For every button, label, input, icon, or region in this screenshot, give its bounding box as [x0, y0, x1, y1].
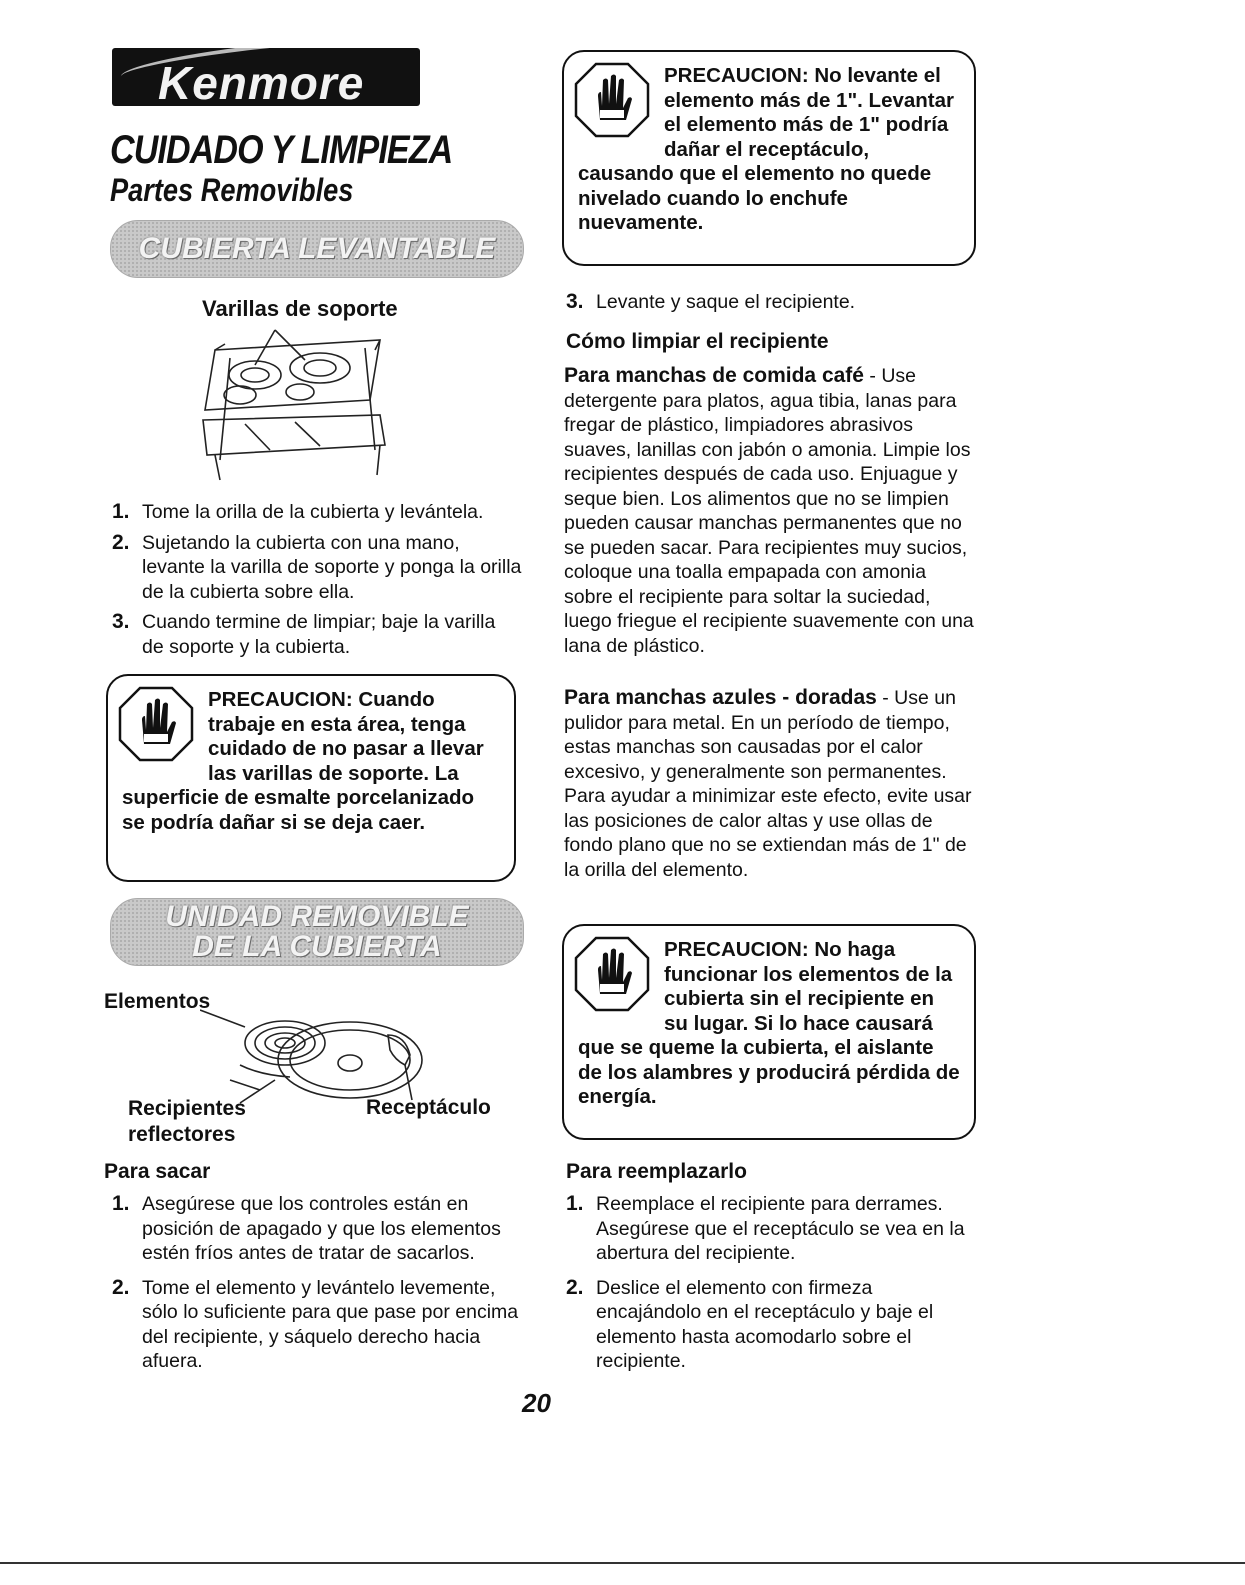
caution-box-support-rods — [106, 674, 516, 882]
list-item: 2. Tome el elemento y levántelo levemente, sólo lo suficiente para que pase por encima del recipiente, y sáquelo derecho hacia afuera. — [112, 1275, 519, 1372]
stop-hand-icon — [574, 936, 650, 1012]
banner-text: CUBIERTA LEVANTABLE — [138, 232, 496, 265]
remove-element-steps — [112, 1192, 522, 1380]
brand-name: Kenmore — [158, 57, 365, 106]
list-item: 2. Sujetando la cubierta con una mano, levante la varilla de soporte y ponga la orilla de la cubierta sobre ella. — [112, 530, 522, 603]
brand-logo — [112, 48, 420, 106]
bottom-rule — [0, 1562, 1245, 1564]
section-banner-unidad — [110, 898, 524, 966]
label-elements: Elementos — [104, 990, 211, 1013]
replace-element-steps — [566, 1192, 976, 1380]
label-receptacle: Receptáculo — [366, 1096, 491, 1119]
figure-label-support-rods: Varillas de soporte — [202, 296, 398, 321]
caution-text: PRECAUCION: Cuando trabaje en esta área, tenga cuidado de no pasar a llevar las varillas de soporte. La superficie de esmalte porcelanizado se podría dañar si se deja caer. — [122, 688, 484, 834]
list-item: 3. Cuando termine de limpiar; baje la varilla de soporte y la cubierta. — [112, 610, 496, 658]
banner-text-line1: UNIDAD REMOVIBLE — [165, 900, 469, 933]
lift-cooktop-steps — [112, 500, 522, 665]
caution-box-lift-element — [562, 50, 976, 266]
banner-text-line2: DE LA CUBIERTA — [192, 930, 442, 963]
caution-text: PRECAUCION: No levante el elemento más de 1". Levantar el elemento más de 1" podría dañar el receptáculo, causando que el elemento no quede nivelado cuando lo enchufe nuevamente. — [578, 64, 955, 234]
page-title: CUIDADO Y LIMPIEZA — [110, 128, 453, 172]
caution-box-no-bowl — [562, 924, 976, 1140]
page-number: 20 — [522, 1388, 551, 1418]
cooktop-lift-illustration — [195, 320, 395, 485]
caution-text: PRECAUCION: No haga funcionar los elementos de la cubierta sin el recipiente en su lugar. Si lo hace causará que se queme la cubierta, el aislante de los alambres y producirá pérdida de energía. — [578, 938, 960, 1108]
label-reflector-bowls: Recipientes reflectores — [128, 1097, 246, 1146]
paragraph-brown-stains: Para manchas de comida café - Use detergente para platos, agua tibia, lanas para fregar de plástico, limpiadores abrasivos suaves, lanillas con jabón o amonia. Limpie los recipientes después de cada uso. Enjuague y seque bien. Los alimentos que no se limpien pueden causar manchas permanentes que no se pueden sacar. Para recipientes muy sucios, coloque una toalla empapada con amonia sobre el recipiente para soltar la suciedad, luego friegue el recipiente suavemente con una lana de plástico. — [564, 364, 974, 657]
heading-remove: Para sacar — [104, 1160, 211, 1183]
list-item: 2. Deslice el elemento con firmeza encajándolo en el receptáculo y baje el elemento hasta acomodarlo sobre el recipiente. — [566, 1275, 934, 1372]
heading-replace: Para reemplazarlo — [566, 1160, 747, 1183]
paragraph-blue-gold-stains: Para manchas azules - doradas - Use un pulidor para metal. En un período de tiempo, estas manchas son causadas por el calor excesivo, y generalmente son permanentes. Para ayudar a minimizar este efecto, evite usar las posiciones de calor altas y use ollas de fondo plano que no se extiendan más de 1" de la orilla del elemento. — [564, 686, 972, 881]
section-banner-cubierta — [110, 220, 524, 278]
list-item: 1. Reemplace el recipiente para derrames. Asegúrese que el receptáculo se vea en la abertura del recipiente. — [566, 1192, 965, 1264]
list-item: 1. Asegúrese que los controles están en posición de apagado y que los elementos estén fríos antes de tratar de sacarlos. — [112, 1192, 501, 1264]
stop-hand-icon — [574, 62, 650, 138]
list-item: 1. Tome la orilla de la cubierta y levántela. — [112, 500, 484, 523]
surface-element-illustration — [200, 1005, 430, 1105]
step-remove-bowl: 3. Levante y saque el recipiente. — [566, 290, 856, 313]
stop-hand-icon — [118, 686, 194, 762]
heading-clean-bowl: Cómo limpiar el recipiente — [566, 330, 829, 353]
page-subtitle: Partes Removibles — [110, 172, 354, 208]
